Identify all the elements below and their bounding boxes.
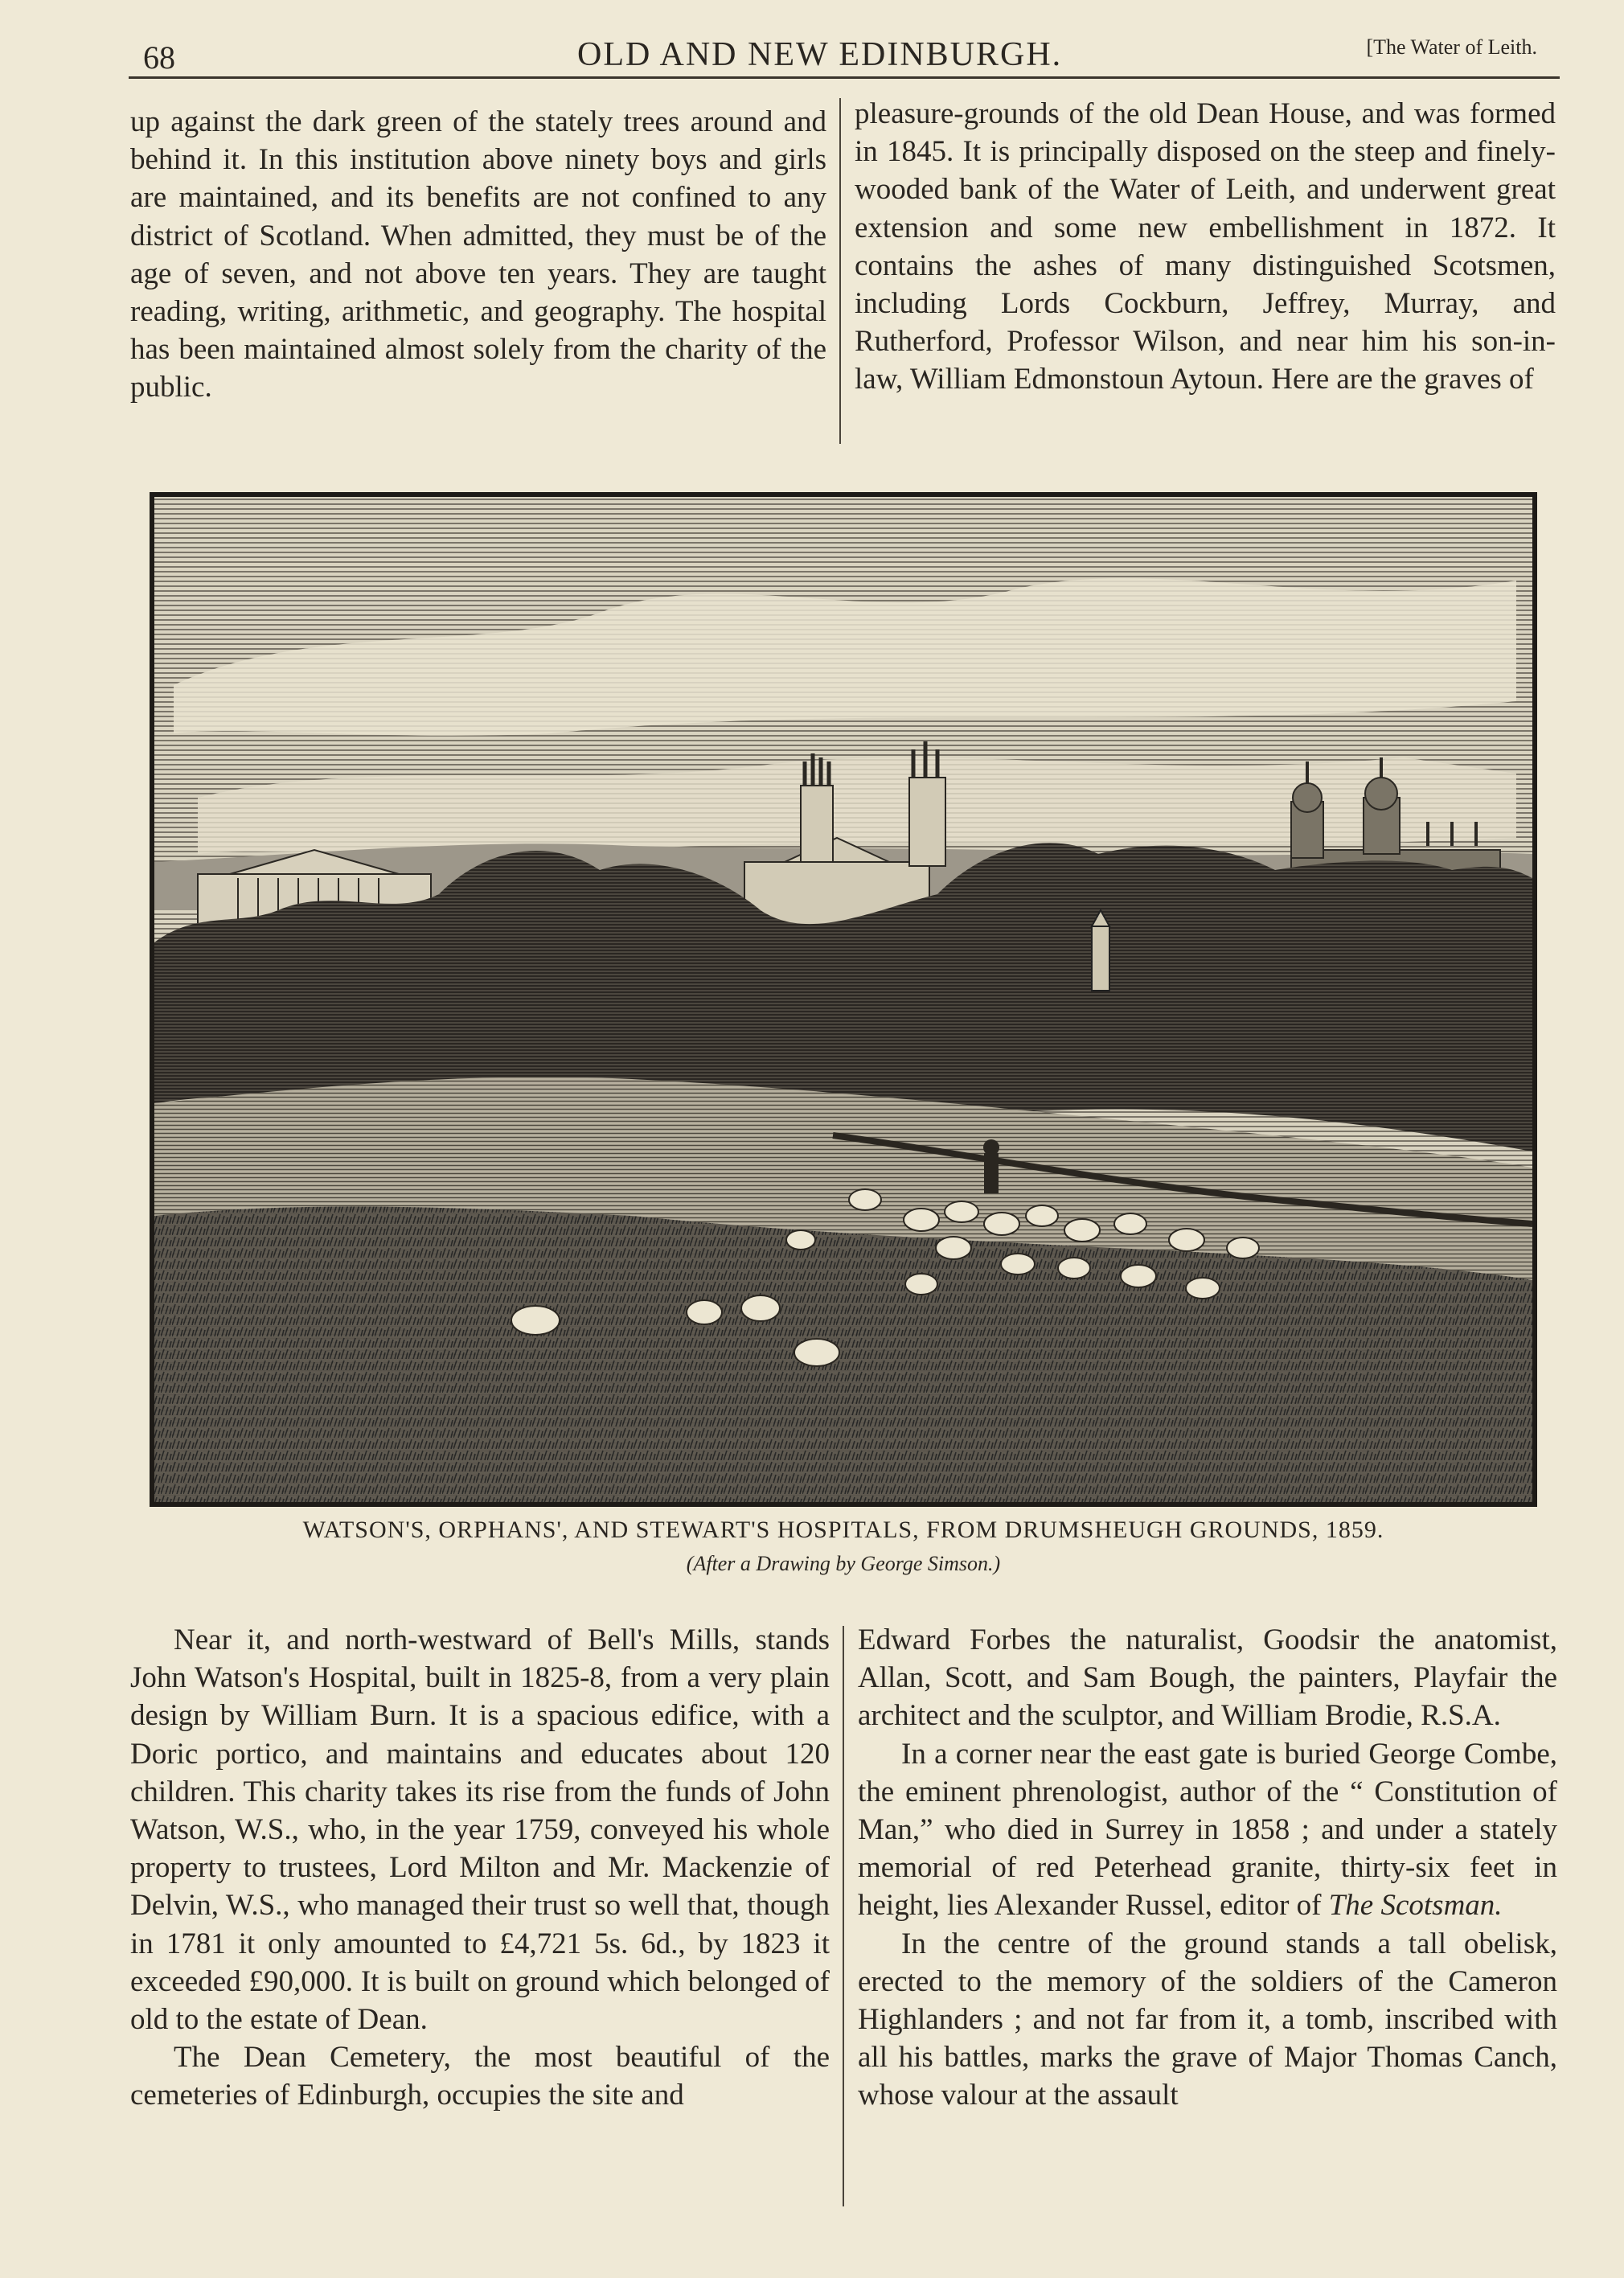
paragraph: up against the dark green of the stately trees around and behind it. In this institution above ninety boys and girls are maintained, and its benefits are not confined to any district of Scotland. When admitted, they must be of the age of seven, and not above ten years. They are taught reading, writing, arithmetic, and geography. The hospital has been maintained almost solely from the charity of the public. (130, 105, 826, 404)
landscape-engraving (150, 492, 1537, 1507)
paragraph: Near it, and north-westward of Bell's Mills, stands John Watson's Hospital, built in 1825-8, from a very plain design by William Burn. It is a spacious edifice, with a Doric portico, and maintains and educates about 120 children. This charity takes its rise from the funds of John Watson, W.S., who, in the year 1759, conveyed his whole property to trustees, Lord Milton and Mr. Mackenzie of Delvin, W.S., who managed their trust so well that, though in 1781 it only amounted to £4,721 5s. 6d., by 1823 it exceeded £90,000. It is built on ground which belonged of old to the estate of Dean. (130, 1623, 830, 2037)
monument (1092, 926, 1109, 991)
bottom-right-column (858, 1621, 1557, 2115)
section-title: [The Water of Leith. (1366, 35, 1537, 59)
paragraph: pleasure-grounds of the old Dean House, and was formed in 1845. It is principally disposed on the steep and finely-wooded bank of the Water of Leith, and underwent great extension and some new embellishment in 1872. It contains the ashes of many distinguished Scotsmen, including Lords Cockburn, Jeffrey, Murray, and Rutherford, Professor Wilson, and near him his son-in-law, William Edmonstoun Aytoun. Here are the graves of (855, 97, 1556, 396)
newspaper-title: The Scotsman. (1328, 1889, 1503, 1923)
paragraph: In the centre of the ground stands a tall obelisk, erected to the memory of the soldiers of the Cameron Highlanders ; and not far from it, a tomb, inscribed with all his battles, marks the grave of Major Thomas Canch, whose valour at the assault (858, 1927, 1557, 2112)
header-rule (129, 76, 1560, 79)
bottom-left-column (130, 1621, 830, 2115)
top-left-column (130, 103, 826, 407)
running-title: OLD AND NEW EDINBURGH. (577, 36, 1063, 73)
top-right-column (855, 95, 1556, 399)
figure-caption: WATSON'S, ORPHANS', AND STEWART'S HOSPITALS, FROM DRUMSHEUGH GROUNDS, 1859. (302, 1517, 1384, 1543)
shepherd-figure (983, 1139, 999, 1193)
running-header (143, 29, 1558, 77)
page-number: 68 (143, 39, 175, 76)
paragraph: Edward Forbes the naturalist, Goodsir the anatomist, Allan, Scott, and Sam Bough, the painters, Playfair the architect and the sculptor, and William Brodie, R.S.A. (858, 1623, 1557, 1733)
paragraph: The Dean Cemetery, the most beautiful of the cemeteries of Edinburgh, occupies the site and (130, 2041, 830, 2112)
paragraph (858, 1735, 1557, 1925)
column-rule-top (839, 98, 841, 444)
column-rule-bottom (843, 1626, 844, 2206)
paragraph-text: In a corner near the east gate is buried George Combe, the eminent phrenologist, author of the “ Constitution of Man,” who died in Surrey in 1858 ; and under a stately memorial of red Peterhead granite, thirty-six feet in height, lies Alexander Russel, editor of (858, 1737, 1557, 1923)
engraving-illustration (150, 492, 1537, 1507)
figure-credit: (After a Drawing by George Simson.) (686, 1552, 1001, 1575)
